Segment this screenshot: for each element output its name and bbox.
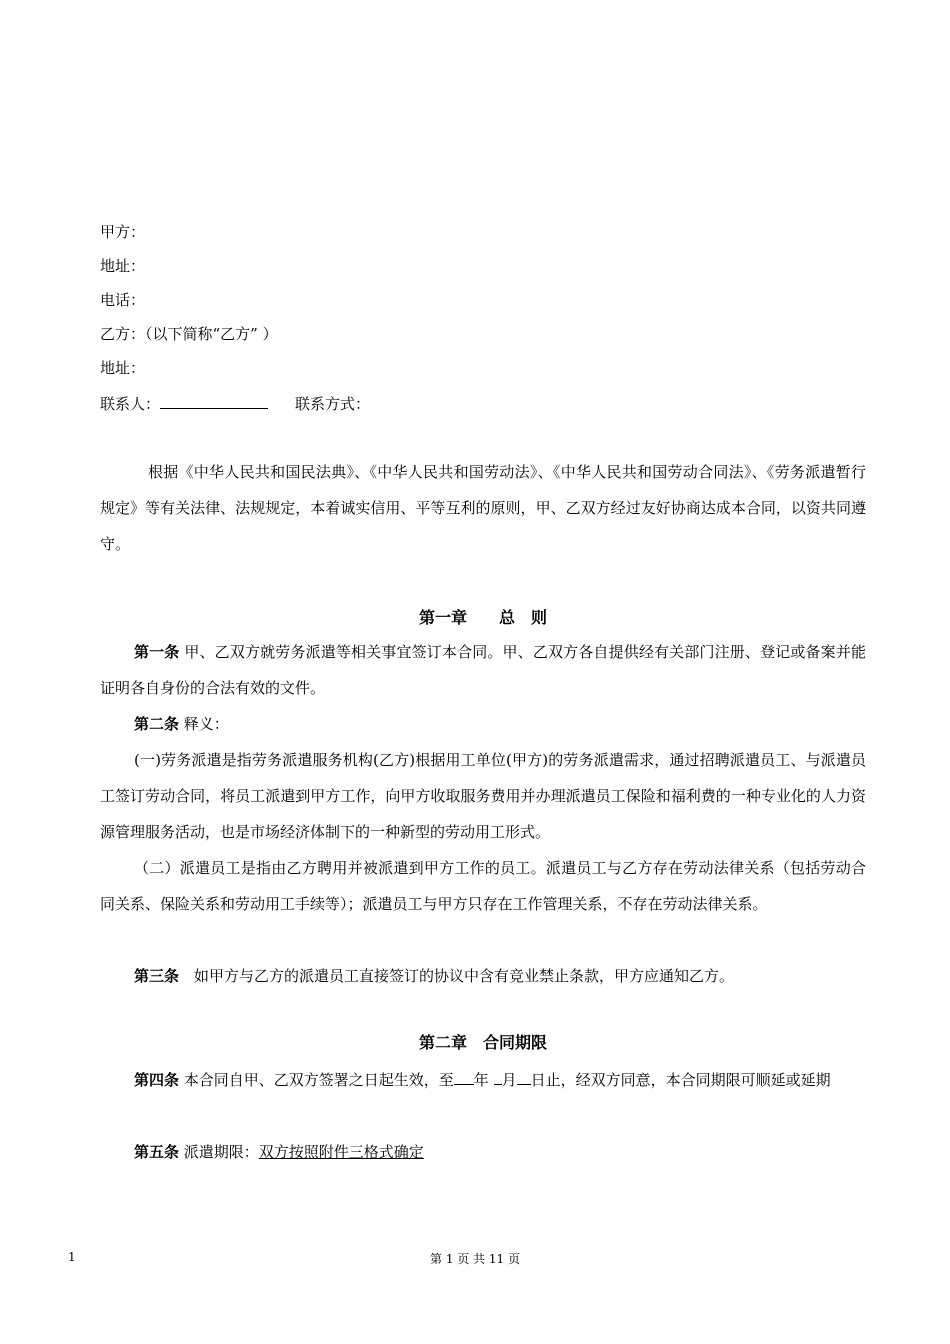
phone-label: 电话：: [100, 291, 146, 309]
day-blank: [517, 1069, 531, 1085]
contact-row: [100, 393, 370, 414]
article-5-label: 第五条: [134, 1143, 180, 1161]
address-b-label: 地址：: [100, 359, 146, 377]
article-4-text: 本合同自甲、乙双方签署之日起生效，至: [179, 1071, 454, 1089]
page-number: 1: [68, 1250, 76, 1264]
contact-person-label: 联系人：: [100, 395, 161, 413]
article-2-item-1: (一)劳务派遣是指劳务派遣服务机构(乙方)根据用工单位(甲方)的劳务派遣需求，通过招聘派遣员工、与派遣员工签订劳动合同，将员工派遣到甲方工作，向甲方收取服务费用并办理派遣员工保险和福利费的一种专业化的人力资源管理服务活动，也是市场经济体制下的一种新型的劳动用工形式。: [100, 751, 866, 841]
article-4-month: 月: [501, 1071, 517, 1089]
contact-method-label: 联系方式：: [295, 395, 371, 413]
article-3-text: 如甲方与乙方的派遣员工直接签订的协议中含有竞业禁止条款，甲方应通知乙方。: [179, 967, 735, 985]
article-3-label: 第三条: [134, 967, 180, 985]
article-3: [100, 958, 866, 994]
article-2-item-2: （二）派遣员工是指由乙方聘用并被派遣到甲方工作的员工。派遣员工与乙方存在劳动法律关系（包括劳动合同关系、保险关系和劳动用工手续等）；派遣员工与甲方只存在工作管理关系，不存在劳动法律关系。: [100, 859, 866, 913]
address-a-label: 地址：: [100, 257, 146, 275]
chapter-1-title: 第一章 总 则: [418, 608, 547, 627]
article-4-label: 第四条: [134, 1071, 180, 1089]
article-5: [100, 1134, 866, 1170]
article-1: [100, 634, 866, 706]
article-4-day: 日止，经双方同意，本合同期限可顺延或延期: [530, 1071, 831, 1089]
year-blank: [454, 1069, 474, 1085]
article-2: [100, 706, 866, 742]
party-b-label: 乙方：（以下简称“乙方” ）: [100, 325, 278, 343]
article-5-text: 派遣期限：: [179, 1143, 259, 1161]
article-2-text: 释义：: [179, 715, 229, 733]
article-1-label: 第一条: [134, 643, 180, 661]
party-a-label: 甲方：: [100, 223, 146, 241]
article-2-label: 第二条: [134, 715, 180, 733]
article-4-year: 年: [473, 1071, 489, 1089]
contact-person-blank: [160, 393, 268, 409]
preamble: 根据《中华人民共和国民法典》、《中华人民共和国劳动法》、《中华人民共和国劳动合同法》、《劳务派遣暂行规定》等有关法律、法规规定，本着诚实信用、平等互利的原则，甲、乙双方经过友好协商达成本合同，以资共同遵守。: [100, 463, 866, 553]
month-blank: [494, 1069, 502, 1085]
chapter-2-title: 第二章 合同期限: [418, 1033, 547, 1052]
article-1-text: 甲、乙双方就劳务派遣等相关事宜签订本合同。甲、乙双方各自提供经有关部门注册、登记或备案并能证明各自身份的合法有效的文件。: [100, 643, 866, 697]
article-4: [100, 1062, 866, 1098]
article-5-value: 双方按照附件三格式确定: [258, 1143, 424, 1161]
page-indicator: 第 1 页 共 11 页: [430, 1252, 520, 1266]
